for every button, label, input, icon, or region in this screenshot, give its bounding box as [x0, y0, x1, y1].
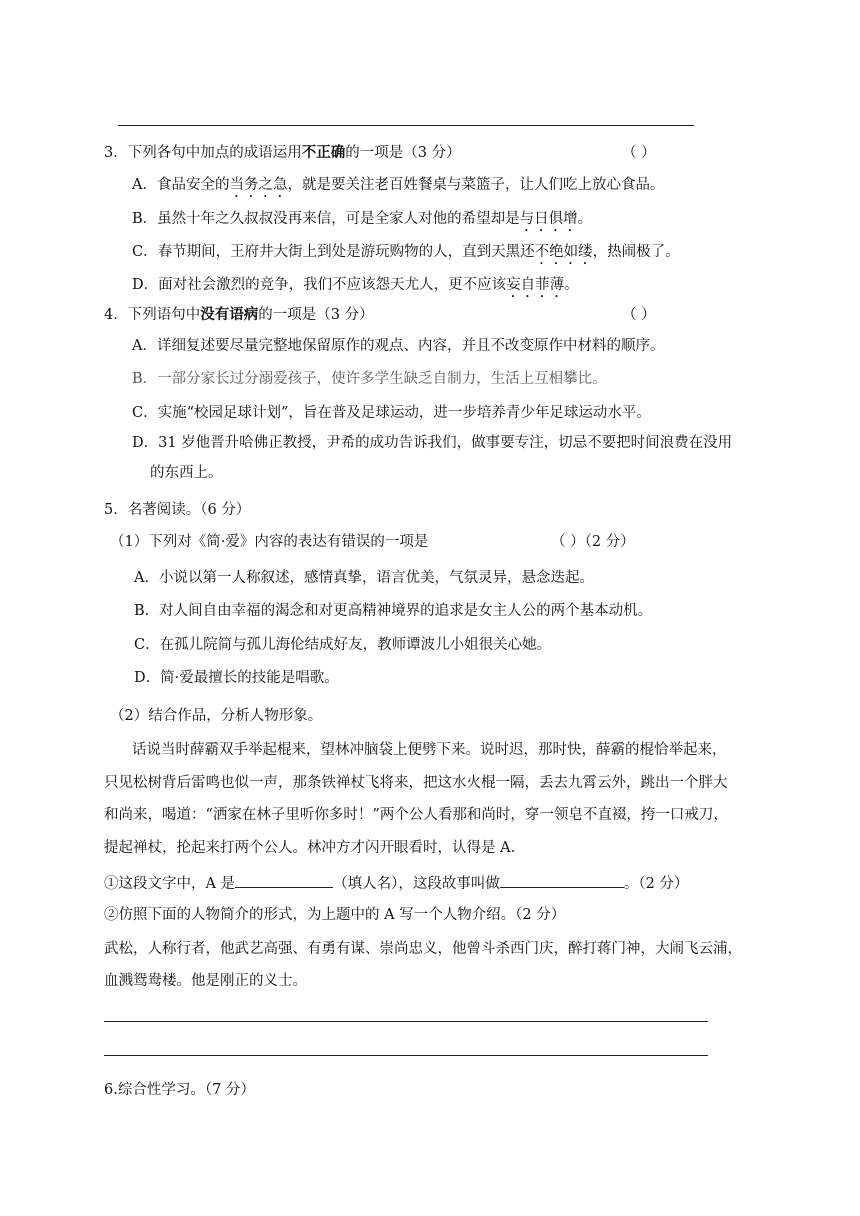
q3-option-b: B．虽然十年之久叔叔没再来信，可是全家人对他的希望却是与日俱增。 — [132, 211, 593, 227]
q4-option-d: D．31 岁他晋升哈佛正教授，尹希的成功告诉我们，做事要专注，切忌不要把时间浪费在没用 — [132, 435, 733, 451]
q4-stem: 4．下列语句中没有语病的一项是（3 分） — [104, 306, 374, 323]
passage-line: 只见松树背后雷鸣也似一声，那条铁禅杖飞将来，把这水火棍一隔，丢去九霄云外，跳出一个胖大 — [104, 775, 728, 791]
answer-line-2[interactable] — [104, 1055, 708, 1056]
q5-question-2: ②仿照下面的人物简介的形式，为上题中的 A 写一个人物介绍。（2 分） — [104, 907, 566, 923]
q5-sub1-blank[interactable]: （ ）（2 分） — [551, 534, 635, 550]
q3-answer-blank[interactable]: （ ） — [622, 145, 656, 161]
q3-option-d: D．面对社会激烈的竞争，我们不应该怨天尤人，更不应该妄自菲薄。 — [132, 277, 579, 293]
example-line: 血溅鸳鸯楼。他是刚正的义士。 — [104, 973, 307, 989]
dotted-idiom: 不绝如缕 — [534, 244, 593, 260]
q4-answer-blank[interactable]: （ ） — [622, 307, 656, 323]
story-answer-blank[interactable] — [500, 873, 624, 888]
q5-option-b: B．对人间自由幸福的渴念和对更高精神境界的追求是女主人公的两个基本动机。 — [134, 603, 653, 619]
q4-option-d-cont: 的东西上。 — [150, 465, 223, 481]
passage-line: 话说当时薛霸双手举起棍来，望林冲脑袋上便劈下来。说时迟，那时快，薛霸的棍恰举起来， — [132, 742, 727, 758]
example-line: 武松，人称行者，他武艺高强、有勇有谋、崇尚忠义，他曾斗杀西门庆，醉打蒋门神，大闹飞云浦， — [104, 941, 742, 957]
q3-emphasis: 不正确 — [301, 144, 346, 161]
q5-question-1: ①这段文字中，A 是 （填人名），这段故事叫做 。（2 分） — [104, 873, 688, 893]
top-rule — [118, 125, 694, 126]
q3-stem: 3．下列各句中加点的成语运用不正确的一项是（3 分） — [104, 144, 461, 161]
dotted-idiom: 与日俱增 — [519, 211, 578, 227]
q4-emphasis: 没有语病 — [200, 306, 259, 323]
answer-line-1[interactable] — [104, 1021, 708, 1022]
q5-sub1: （1）下列对《简·爱》内容的表达有错误的一项是 — [110, 534, 429, 550]
q3-option-a: A．食品安全的当务之急，就是要关注老百姓餐桌与菜篮子，让人们吃上放心食品。 — [132, 177, 665, 193]
q4-option-b: B．一部分家长过分溺爱孩子，使许多学生缺乏自制力，生活上互相攀比。 — [132, 371, 607, 387]
q5-stem: 5．名著阅读。（6 分） — [104, 502, 251, 518]
q3-option-c: C．春节期间，王府井大街上到处是游玩购物的人，直到天黑还不绝如缕，热闹极了。 — [132, 244, 680, 260]
q5-option-c: C．在孤儿院简与孤儿海伦结成好友，教师谭波儿小姐很关心她。 — [134, 637, 552, 653]
dotted-idiom: 妄自菲薄 — [506, 277, 565, 293]
q6-stem: 6.综合性学习。（7 分） — [104, 1082, 255, 1098]
dotted-idiom: 当务之急 — [229, 177, 288, 193]
q5-option-d: D．简·爱最擅长的技能是唱歌。 — [134, 670, 339, 686]
passage-line: 和尚来，喝道：“洒家在林子里听你多时！”两个公人看那和尚时，穿一领皂不直裰，挎一口戒刀， — [104, 807, 728, 823]
q4-option-a: A．详细复述要尽量完整地保留原作的观点、内容，并且不改变原作中材料的顺序。 — [132, 338, 665, 354]
passage-line: 提起禅杖，抡起来打两个公人。林冲方才闪开眼看时，认得是 A. — [104, 840, 516, 856]
q5-option-a: A．小说以第一人称叙述，感情真挚，语言优美，气氛灵异，悬念迭起。 — [134, 570, 594, 586]
q4-option-c: C．实施“校园足球计划”，旨在普及足球运动，进一步培养青少年足球运动水平。 — [132, 405, 651, 421]
q5-sub2: （2）结合作品，分析人物形象。 — [110, 708, 323, 724]
name-answer-blank[interactable] — [235, 873, 333, 888]
